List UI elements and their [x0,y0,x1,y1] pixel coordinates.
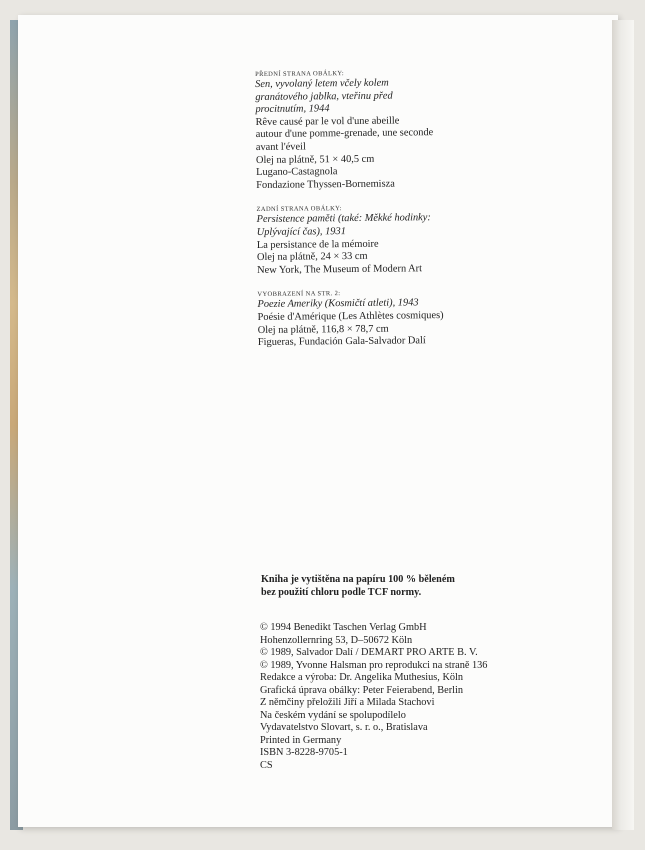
caption-line: Olej na plátně, 24 × 33 cm [256,250,368,264]
credit-line: Na českém vydání se spolupodílelo [260,709,406,721]
credit-line: Hohenzollernring 53, D–50672 Köln [260,634,413,646]
caption-line: Fondazione Thyssen-Bornemisza [256,178,395,191]
paper-note-line: bez použití chloru podle TCF normy. [261,586,422,598]
caption-line: avant l'éveil [255,141,306,153]
caption-title: Poezie Ameriky (Kosmičtí atleti), 1943 [257,297,419,311]
caption-list [255,67,588,363]
credit-line: Redakce a výroba: Dr. Angelika Muthesius, Köln [260,672,464,683]
caption-line: Rêve causé par le vol d'une abeille [255,115,400,128]
caption-title: granátového jablka, vteřinu před [255,90,393,103]
credit-line: © 1994 Benedikt Taschen Verlag GmbH [260,622,427,633]
caption-back-cover [256,202,587,277]
caption-line: New York, The Museum of Modern Art [257,262,423,276]
credit-line: Z němčiny přeložili Jiří a Milada Stachovi [260,697,435,708]
credit-line: ISBN 3-8228-9705-1 [260,747,348,758]
caption-front-cover [255,67,586,193]
paper-note-line: Kniha je vytištěna na papíru 100 % běleném [261,574,455,585]
caption-heading: ZADNÍ STRANA OBÁLKY: [256,205,342,214]
caption-line: Olej na plátně, 116,8 × 78,7 cm [257,323,389,336]
credit-line: © 1989, Yvonne Halsman pro reprodukci na straně 136 [260,659,488,671]
credit-line: Vydavatelstvo Slovart, s. r. o., Bratislava [260,722,428,733]
caption-line: Poésie d'Amérique (Les Athlètes cosmiques) [257,309,444,323]
caption-heading: PŘEDNÍ STRANA OBÁLKY: [255,70,345,78]
page-edge [612,20,634,830]
caption-heading: VYOBRAZENÍ NA STR. 2: [257,290,341,299]
imprint-credits [260,622,600,772]
caption-title: Persistence paměti (také: Měkké hodinky: [256,212,431,226]
caption-line: La persistance de la mémoire [256,238,379,251]
credit-line: © 1989, Salvador Dalí / DEMART PRO ARTE B. V. [260,647,478,658]
paper-note [261,574,601,599]
caption-title: Uplývající čas), 1931 [256,225,346,238]
caption-line: Olej na plátně, 51 × 40,5 cm [255,153,375,166]
caption-title: procitnutím, 1944 [255,103,330,116]
caption-line: autour d'une pomme-grenade, une seconde [255,127,434,141]
caption-page-2 [257,287,588,350]
caption-line: Figueras, Fundación Gala-Salvador Dalí [257,335,426,349]
caption-title: Sen, vyvolaný letem včely kolem [255,77,389,90]
credit-line: CS [260,759,273,771]
caption-line: Lugano-Castagnola [256,166,338,179]
credit-line: Printed in Germany [260,734,342,746]
credit-line: Grafická úprava obálky: Peter Feierabend, Berlin [260,684,463,696]
